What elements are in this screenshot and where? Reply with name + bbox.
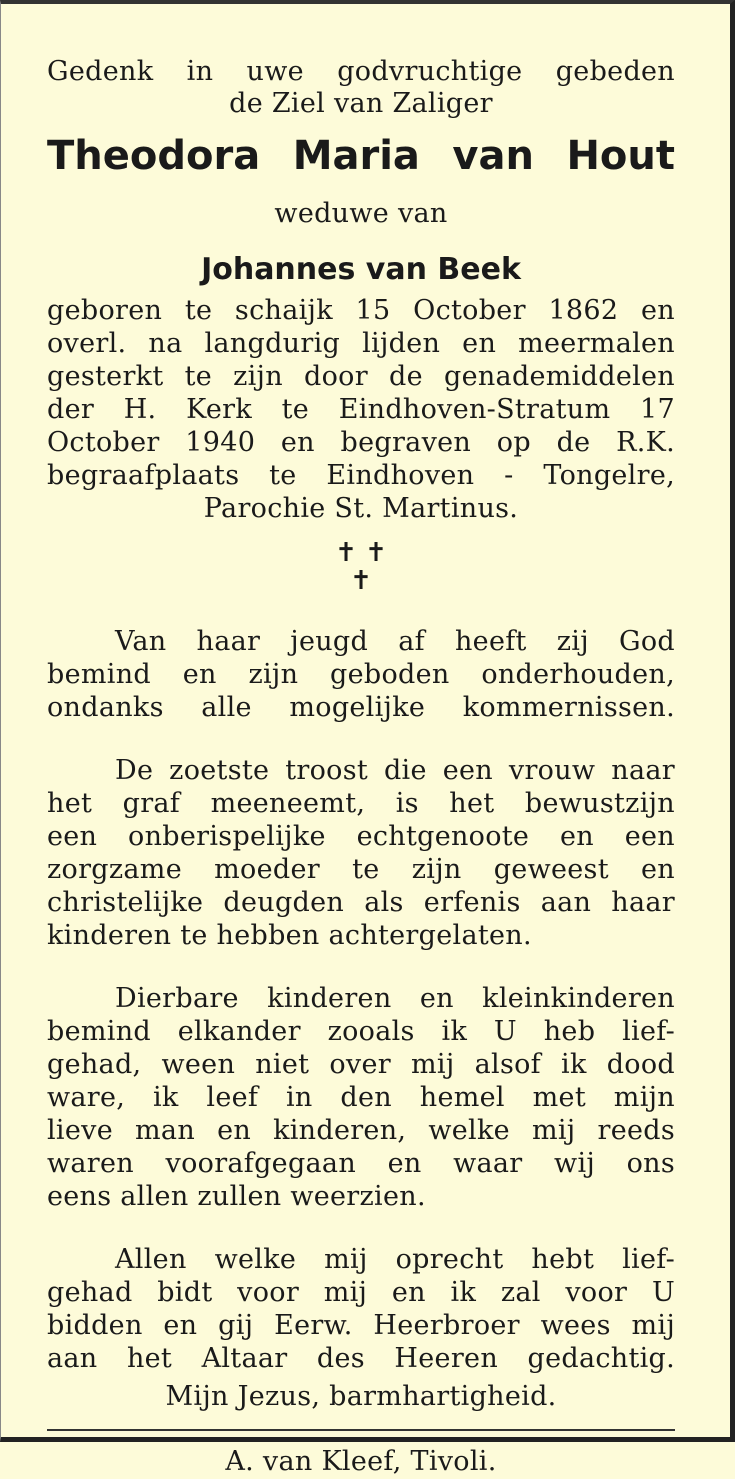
- biography-line: October 1940 en begraven op de R.K.: [47, 427, 675, 458]
- paragraph-line: eens allen zullen weerzien.: [47, 1181, 426, 1212]
- intro-line: Gedenk in uwe godvruchtige gebeden: [47, 56, 675, 87]
- paragraph-children: [47, 982, 675, 1213]
- biography: [47, 294, 675, 525]
- biography-line: begraafplaats te Eindhoven - Tongelre,: [47, 460, 675, 491]
- paragraph-prayer-request: [47, 1243, 675, 1375]
- paragraph-line: Dierbare kinderen en kleinkinderen: [115, 983, 675, 1014]
- cross-icon: ✝: [350, 566, 372, 596]
- paragraph-line: bemind en zijn geboden onderhouden,: [47, 659, 675, 690]
- paragraph-line: zorgzame moeder te zijn geweest en: [47, 854, 675, 885]
- biography-line: Parochie St. Martinus.: [203, 493, 519, 524]
- intro-line: de Ziel van Zaliger: [229, 88, 493, 119]
- cross-ornament: [47, 539, 675, 595]
- paragraph-line: bemind elkander zooals ik U heb lief-: [47, 1016, 675, 1047]
- paragraph-line: ondanks alle mogelijke kommernissen.: [47, 692, 675, 723]
- paragraph-youth: [47, 625, 675, 724]
- paragraph-line: Van haar jeugd af heeft zij God: [115, 626, 675, 657]
- paragraph-line: gehad bidt voor mij en ik zal voor U: [47, 1277, 675, 1308]
- printer-credit: A. van Kleef, Tivoli.: [225, 1446, 497, 1477]
- paragraph-line: het graf meeneemt, is het bewustzijn: [47, 788, 675, 819]
- intro-text: [47, 56, 675, 120]
- widow-of-label: weduwe van: [274, 198, 448, 229]
- paragraph-line: waren voorafgegaan en waar wij ons: [47, 1148, 675, 1179]
- paragraph-line: kinderen te hebben achtergelaten.: [47, 920, 532, 951]
- card-content: [47, 4, 675, 1479]
- paragraph-consolation: [47, 754, 675, 952]
- paragraph-line: gehad, ween niet over mij alsof ik dood: [47, 1049, 675, 1080]
- biography-line: gesterkt te zijn door de genademiddelen: [47, 361, 675, 392]
- biography-line: der H. Kerk te Eindhoven-Stratum 17: [47, 394, 675, 425]
- paragraph-line: Allen welke mij oprecht hebt lief-: [115, 1244, 675, 1275]
- paragraph-line: ware, ik leef in den hemel met mijn: [47, 1082, 675, 1113]
- paragraph-line: De zoetste troost die een vrouw naar: [115, 755, 675, 786]
- biography-line: overl. na langdurig lijden en meermalen: [47, 328, 675, 359]
- paragraph-line: bidden en gij Eerw. Heerbroer wees mij: [47, 1310, 675, 1341]
- divider-line: [47, 1429, 675, 1431]
- paragraph-line: lieve man en kinderen, welke mij reeds: [47, 1115, 675, 1146]
- deceased-name: Theodora Maria van Hout: [47, 133, 675, 179]
- biography-line: geboren te schaijk 15 October 1862 en: [47, 295, 675, 326]
- paragraph-line: aan het Altaar des Heeren gedachtig.: [47, 1343, 675, 1374]
- cross-icon: ✝ ✝: [335, 538, 387, 568]
- paragraph-line: christelijke deugden als erfenis aan haar: [47, 887, 675, 918]
- paragraph-line: een onberispelijke echtgenoote en een: [47, 821, 675, 852]
- closing-prayer: Mijn Jezus, barmhartigheid.: [165, 1381, 557, 1412]
- spouse-name: Johannes van Beek: [201, 252, 521, 287]
